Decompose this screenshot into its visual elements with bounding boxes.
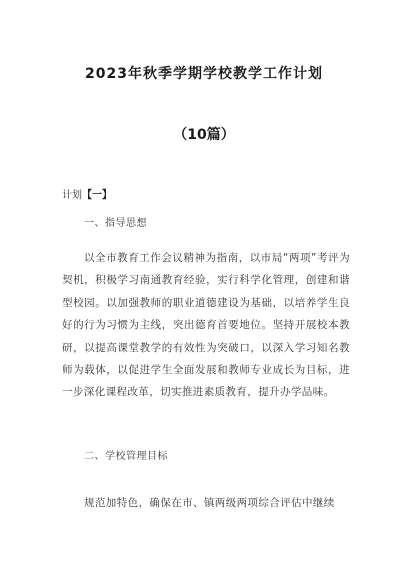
section-prefix: 计划 <box>62 190 82 201</box>
heading-school-management-goals: 二、学校管理目标 <box>84 451 168 462</box>
document-subtitle: （10篇） <box>173 127 235 143</box>
section-marker: 【一】 <box>82 190 112 201</box>
section-label <box>62 186 112 201</box>
paragraph-school-management-goals: 规范加特色，确保在市、镇两级两项综合评估中继续 <box>84 497 335 509</box>
document-title: 2023年秋季学期学校教学工作计划 <box>85 66 323 82</box>
paragraph-guiding-ideology: 以全市教育工作会议精神为指南，以市局“两项”考评为契机，积极学习南通教育经验，实行科学化管理，创建和谐型校园。以加强教师的职业道德建设为基础，以培养学生良好的行为习惯为主线，突出德育首要地位。坚持开展校本教研，以提高课堂教学的有效性为突破口，以深入学习知名教师为载体，以促进学生全面发展和教师专业成长为目标，进一步深化课程改革，切实推进素质教育，提升办学品味。 <box>62 252 350 399</box>
heading-guiding-ideology: 一、指导思想 <box>84 218 147 229</box>
